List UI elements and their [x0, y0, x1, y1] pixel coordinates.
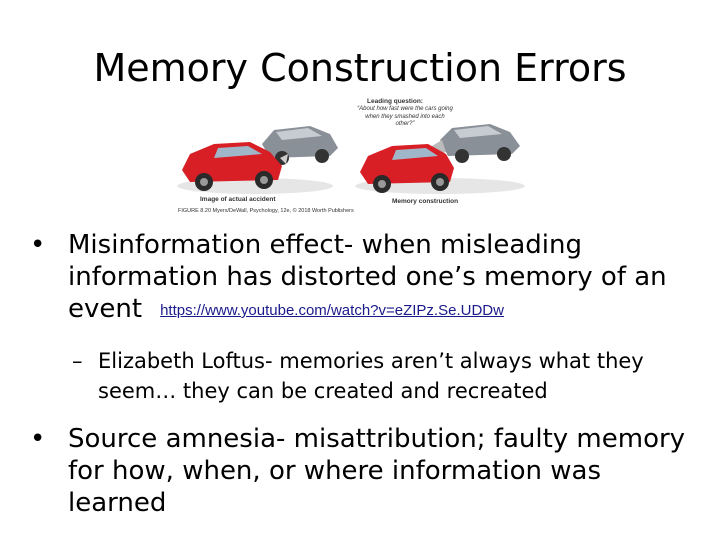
car-accident-figure — [170, 96, 550, 226]
memory-construction-image — [355, 124, 525, 194]
bullet-text: Misinformation effect- when misleading information has distorted one’s memory of an event — [68, 230, 667, 324]
leading-question-label: Leading question: — [367, 98, 423, 105]
youtube-link[interactable]: https://www.youtube.com/watch?v=eZIPz.Se.UDDw — [160, 302, 504, 319]
bullet-text: Source amnesia- misattribution; faulty memory for how, when, or where information was learned — [68, 424, 686, 518]
leading-question-quote: “About how fast were the cars going when they smashed into each other?” — [357, 106, 453, 127]
caption-actual-accident: Image of actual accident — [200, 196, 276, 203]
figure-credit: FIGURE 8.20 Myers/DeWall, Psychology, 12e, © 2018 Worth Publishers — [178, 208, 354, 214]
bullet-marker: • — [30, 424, 46, 454]
slide-title: Memory Construction Errors — [93, 46, 627, 90]
actual-accident-image — [177, 126, 338, 194]
sub-bullet-text: Elizabeth Loftus- memories aren’t always what they seem… they can be created and recreated — [98, 349, 644, 403]
bullet-marker: • — [30, 230, 46, 260]
bullet-text-wrap — [68, 229, 688, 327]
sub-bullet-marker: – — [72, 349, 83, 373]
caption-memory-construction: Memory construction — [392, 198, 459, 205]
